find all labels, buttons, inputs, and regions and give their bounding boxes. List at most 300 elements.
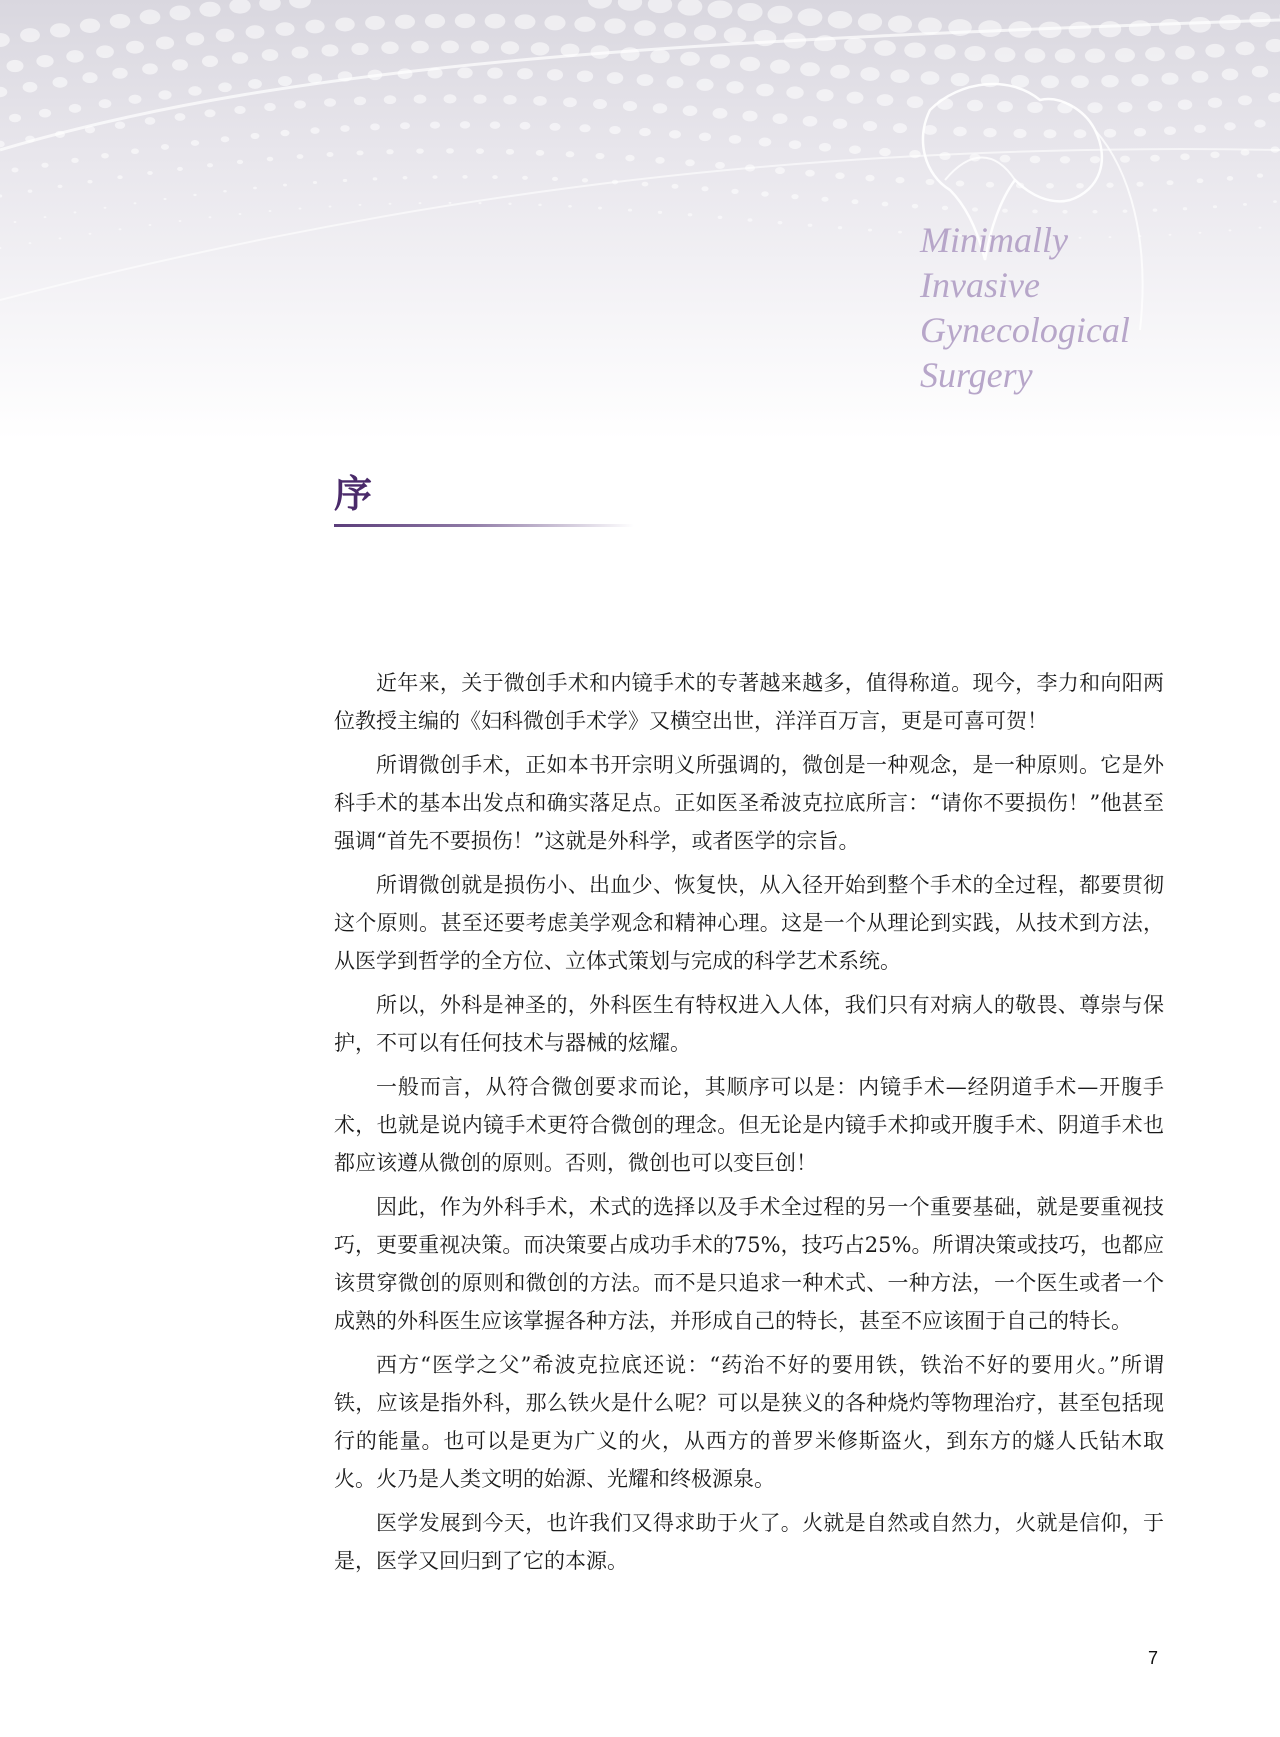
halftone-dot bbox=[653, 103, 667, 113]
halftone-dot bbox=[1257, 173, 1263, 177]
halftone-dot bbox=[680, 52, 700, 66]
halftone-dot bbox=[104, 207, 107, 209]
halftone-dot bbox=[115, 121, 125, 128]
halftone-dot bbox=[145, 117, 156, 125]
halftone-dot bbox=[74, 211, 77, 213]
halftone-dot bbox=[416, 148, 424, 153]
halftone-dot bbox=[956, 180, 965, 186]
halftone-dot bbox=[485, 14, 506, 29]
halftone-dot bbox=[678, 0, 703, 16]
halftone-dot bbox=[1101, 75, 1118, 87]
halftone-dot bbox=[89, 233, 92, 235]
halftone-dot bbox=[126, 41, 144, 54]
halftone-dot bbox=[508, 203, 511, 205]
halftone-dot bbox=[729, 135, 741, 144]
heading-underline bbox=[334, 524, 634, 527]
halftone-dot bbox=[204, 109, 215, 117]
section-heading: 序 bbox=[334, 472, 373, 516]
halftone-dot bbox=[710, 54, 730, 68]
halftone-dot bbox=[642, 182, 649, 187]
halftone-dot bbox=[978, 20, 1001, 37]
halftone-dot bbox=[131, 148, 139, 154]
halftone-dot bbox=[12, 168, 19, 173]
halftone-dot bbox=[246, 25, 265, 38]
halftone-dot bbox=[175, 113, 186, 121]
halftone-dot bbox=[623, 101, 637, 111]
halftone-dot bbox=[1252, 66, 1268, 78]
halftone-dot bbox=[921, 71, 940, 84]
halftone-dot bbox=[852, 199, 859, 204]
halftone-dot bbox=[386, 149, 393, 154]
halftone-dot bbox=[639, 128, 651, 136]
halftone-dot bbox=[343, 179, 347, 182]
paragraph-2: 所谓微创手术，正如本书开宗明义所强调的，微创是一种观念，是一种原则。它是外科手术的基本出发点和确实落足点。正如医圣希波克拉底所言：“请你不要损伤！”他甚至强调“首先不要损伤！”这就是外科学，或者医学的宗旨。 bbox=[334, 753, 1164, 853]
preface-body bbox=[334, 664, 1164, 1586]
halftone-dot bbox=[604, 18, 626, 33]
halftone-dot bbox=[658, 211, 662, 214]
halftone-dot bbox=[888, 16, 912, 33]
halftone-dot bbox=[101, 153, 109, 158]
halftone-dot bbox=[798, 8, 823, 26]
halftone-dot bbox=[786, 86, 803, 98]
halftone-dot bbox=[683, 106, 698, 116]
halftone-dot bbox=[172, 59, 188, 70]
halftone-dot bbox=[1123, 209, 1128, 212]
halftone-dot bbox=[403, 176, 408, 179]
halftone-dot bbox=[898, 231, 902, 234]
halftone-dot bbox=[939, 152, 950, 160]
halftone-dot bbox=[1183, 207, 1187, 210]
halftone-dot bbox=[967, 100, 983, 111]
halftone-dot bbox=[1161, 73, 1178, 85]
halftone-dot bbox=[882, 202, 889, 207]
halftone-dot bbox=[844, 38, 866, 54]
halftone-dot bbox=[6, 60, 23, 72]
halftone-dot bbox=[221, 136, 230, 142]
halftone-dot bbox=[890, 69, 909, 83]
halftone-dot bbox=[747, 218, 752, 222]
halftone-dot bbox=[82, 72, 97, 83]
halftone-dot bbox=[522, 176, 528, 180]
halftone-dot bbox=[609, 126, 620, 134]
halftone-dot bbox=[449, 202, 452, 204]
halftone-dot bbox=[731, 189, 738, 194]
halftone-dot bbox=[278, 76, 292, 86]
halftone-dot bbox=[66, 50, 84, 63]
halftone-dot bbox=[1222, 68, 1239, 80]
halftone-dot bbox=[275, 22, 294, 36]
halftone-dot bbox=[1115, 48, 1135, 62]
halftone-dot bbox=[248, 79, 262, 89]
halftone-dot bbox=[724, 27, 746, 43]
page-number: 7 bbox=[1148, 1648, 1159, 1668]
halftone-dot bbox=[110, 14, 130, 29]
halftone-dot bbox=[805, 170, 815, 177]
halftone-dot bbox=[726, 81, 743, 93]
halftone-dot bbox=[634, 20, 656, 36]
halftone-dot bbox=[23, 82, 38, 93]
halftone-dot bbox=[1071, 75, 1089, 88]
halftone-dot bbox=[1189, 17, 1211, 33]
halftone-dot bbox=[648, 0, 673, 13]
series-title-line-3: Gynecological bbox=[920, 310, 1130, 350]
halftone-dot bbox=[800, 62, 820, 76]
halftone-dot bbox=[9, 114, 21, 123]
halftone-dot bbox=[1238, 95, 1252, 105]
halftone-dot bbox=[865, 175, 874, 182]
halftone-dot bbox=[972, 207, 978, 211]
halftone-dot bbox=[419, 202, 422, 204]
halftone-dot bbox=[1150, 155, 1160, 162]
halftone-dot bbox=[425, 14, 445, 28]
halftone-dot bbox=[156, 36, 174, 49]
halftone-dot bbox=[926, 179, 935, 185]
halftone-dot bbox=[117, 175, 122, 179]
halftone-dot bbox=[708, 0, 733, 18]
halftone-dot bbox=[147, 171, 153, 175]
halftone-dot bbox=[1213, 205, 1217, 208]
halftone-dot bbox=[71, 158, 78, 163]
halftone-dot bbox=[264, 103, 276, 111]
halftone-dot bbox=[411, 41, 429, 54]
paragraph-5: 一般而言，从符合微创要求而论，其顺序可以是：内镜手术—经阴道手术—开腹手术，也就是说内镜手术更符合微创的理念。但无论是内镜手术抑或开腹手术、阴道手术也都应该遵从微创的原则。否则，微创也可以变巨创！ bbox=[334, 1075, 1164, 1175]
halftone-dot bbox=[305, 20, 324, 34]
halftone-dot bbox=[476, 148, 484, 154]
halftone-dot bbox=[492, 175, 498, 179]
halftone-dot bbox=[1199, 232, 1202, 234]
halftone-dot bbox=[1145, 47, 1165, 61]
halftone-dot bbox=[1227, 176, 1233, 181]
paragraph-3: 所谓微创就是损伤小、出血少、恢复快，从入径开始到整个手术的全过程，都要贯彻这个原则。甚至还要考虑美学观念和精神心理。这是一个从理论到实践，从技术到方法，从医学到哲学的全方位、立体式策划与完成的科学艺术系统。 bbox=[334, 873, 1164, 973]
halftone-dot bbox=[531, 42, 550, 55]
halftone-dot bbox=[487, 68, 503, 79]
halftone-dot bbox=[1254, 120, 1265, 128]
halftone-dot bbox=[430, 121, 440, 128]
halftone-dot bbox=[1180, 153, 1189, 160]
paragraph-4: 所以，外科是神圣的，外科医生有特权进入人体，我们只有对病人的敬畏、尊崇与保护，不可以有任何技术与器械的炫耀。 bbox=[334, 993, 1164, 1055]
halftone-dot bbox=[868, 229, 872, 232]
halftone-dot bbox=[740, 57, 760, 71]
halftone-dot bbox=[934, 44, 955, 59]
halftone-dot bbox=[768, 6, 793, 24]
halftone-dot bbox=[770, 60, 790, 74]
halftone-dot bbox=[335, 17, 355, 31]
halftone-dot bbox=[547, 69, 563, 80]
halftone-dot bbox=[501, 41, 519, 54]
halftone-dot bbox=[80, 18, 100, 32]
halftone-dot bbox=[1030, 156, 1041, 164]
halftone-dot bbox=[1032, 209, 1038, 213]
halftone-dot bbox=[863, 121, 877, 131]
halftone-dot bbox=[389, 203, 392, 205]
halftone-dot bbox=[1085, 49, 1105, 63]
halftone-dot bbox=[202, 56, 218, 68]
halftone-dot bbox=[50, 23, 70, 37]
halftone-dot bbox=[41, 163, 48, 168]
halftone-dot bbox=[234, 106, 245, 114]
halftone-dot bbox=[134, 202, 137, 204]
halftone-dot bbox=[359, 204, 362, 206]
halftone-dot bbox=[142, 63, 158, 74]
halftone-dot bbox=[533, 96, 547, 106]
halftone-dot bbox=[1118, 102, 1133, 113]
halftone-dot bbox=[833, 119, 847, 129]
halftone-dot bbox=[1013, 129, 1026, 138]
halftone-dot bbox=[582, 178, 588, 182]
halftone-dot bbox=[995, 47, 1016, 62]
halftone-dot bbox=[193, 194, 196, 196]
halftone-dot bbox=[937, 98, 953, 110]
halftone-dot bbox=[471, 41, 489, 54]
halftone-dot bbox=[36, 55, 53, 67]
halftone-dot bbox=[598, 207, 602, 210]
halftone-dot bbox=[158, 90, 171, 99]
halftone-dot bbox=[596, 153, 605, 159]
halftone-dot bbox=[685, 159, 695, 166]
halftone-dot bbox=[1192, 71, 1209, 83]
halftone-dot bbox=[356, 150, 363, 155]
halftone-dot bbox=[310, 127, 319, 134]
halftone-dot bbox=[1259, 227, 1262, 229]
halftone-dot bbox=[737, 3, 762, 21]
series-title bbox=[920, 218, 1130, 398]
halftone-dot bbox=[503, 95, 516, 105]
halftone-dot bbox=[313, 181, 317, 184]
halftone-dot bbox=[69, 104, 81, 113]
halftone-dot bbox=[112, 68, 127, 79]
halftone-dot bbox=[773, 113, 788, 124]
halftone-dot bbox=[756, 84, 774, 97]
halftone-dot bbox=[1266, 39, 1280, 52]
halftone-dot bbox=[340, 125, 349, 132]
halftone-dot bbox=[791, 194, 798, 199]
halftone-dot bbox=[858, 13, 882, 30]
halftone-dot bbox=[444, 94, 457, 103]
halftone-dot bbox=[907, 96, 924, 108]
halftone-dot bbox=[515, 14, 536, 29]
paragraph-1: 近年来，关于微创手术和内镜手术的专著越来越多，值得称道。现今，李力和向阳两位教授主编的《妇科微创手术学》又横空出世，洋洋百万言，更是可喜可贺！ bbox=[334, 671, 1164, 733]
halftone-dot bbox=[1273, 200, 1277, 203]
halftone-dot bbox=[0, 194, 2, 197]
halftone-dot bbox=[229, 0, 250, 14]
halftone-dot bbox=[1062, 210, 1067, 214]
halftone-dot bbox=[699, 132, 711, 141]
halftone-dot bbox=[381, 42, 398, 54]
halftone-dot bbox=[129, 95, 142, 104]
halftone-dot bbox=[775, 167, 785, 174]
halftone-dot bbox=[1060, 156, 1070, 163]
halftone-dot bbox=[688, 213, 693, 216]
halftone-dot bbox=[58, 185, 63, 189]
halftone-dot bbox=[821, 197, 828, 202]
halftone-dot bbox=[964, 46, 985, 61]
halftone-dot bbox=[207, 163, 213, 167]
halftone-dot bbox=[163, 198, 166, 200]
series-title-line-1: Minimally bbox=[920, 220, 1068, 260]
halftone-dot bbox=[351, 43, 368, 55]
halftone-dot bbox=[672, 184, 679, 189]
halftone-dot bbox=[1099, 21, 1122, 37]
halftone-dot bbox=[188, 86, 201, 96]
halftone-dot bbox=[1268, 93, 1280, 103]
halftone-dot bbox=[52, 77, 67, 88]
halftone-dot bbox=[1044, 129, 1057, 138]
halftone-dot bbox=[538, 204, 541, 206]
halftone-dot bbox=[1027, 102, 1043, 113]
halftone-dot bbox=[579, 124, 590, 132]
halftone-dot bbox=[373, 177, 378, 180]
halftone-dot bbox=[618, 0, 642, 11]
halftone-dot bbox=[28, 189, 33, 192]
halftone-dot bbox=[96, 45, 114, 58]
halftone-dot bbox=[808, 224, 813, 227]
halftone-dot bbox=[759, 138, 772, 147]
halftone-dot bbox=[59, 237, 62, 239]
halftone-dot bbox=[544, 15, 565, 30]
paragraph-7: 西方“医学之父”希波克拉底还说：“药治不好的要用铁，铁治不好的要用火。”所谓铁，应该是指外科，那么铁火是什么呢？可以是狭义的各种烧灼等物理治疗，甚至包括现行的能量。也可以是更为广义的火，从西方的普罗米修斯盗火，到东方的燧人氏钻木取火。火乃是人类文明的始源、光耀和终极源泉。 bbox=[334, 1353, 1164, 1491]
halftone-dot bbox=[457, 67, 472, 78]
halftone-dot bbox=[460, 121, 470, 128]
halftone-dot bbox=[1025, 48, 1046, 63]
halftone-dot bbox=[761, 191, 769, 196]
halftone-dot bbox=[713, 108, 728, 119]
halftone-dot bbox=[329, 205, 332, 207]
halftone-dot bbox=[1164, 126, 1176, 135]
halftone-dot bbox=[1136, 182, 1143, 187]
halftone-dot bbox=[637, 74, 654, 86]
halftone-dot bbox=[1208, 98, 1222, 108]
halftone-dot bbox=[1167, 180, 1174, 185]
halftone-dot bbox=[718, 216, 723, 219]
halftone-dot bbox=[566, 151, 575, 157]
halftone-dot bbox=[269, 210, 272, 212]
halftone-dot bbox=[1092, 210, 1097, 214]
series-title-line-4: Surgery bbox=[920, 355, 1033, 395]
halftone-dot bbox=[0, 87, 7, 97]
halftone-dot bbox=[478, 202, 481, 204]
halftone-dot bbox=[490, 121, 501, 129]
halftone-dot bbox=[283, 184, 287, 187]
halftone-dot bbox=[1129, 20, 1151, 36]
halftone-dot bbox=[253, 187, 257, 190]
halftone-dot bbox=[251, 133, 260, 139]
halftone-dot bbox=[830, 65, 849, 79]
halftone-dot bbox=[191, 140, 199, 146]
halftone-dot bbox=[1210, 151, 1219, 158]
halftone-dot bbox=[441, 40, 459, 53]
halftone-dot bbox=[432, 175, 437, 179]
halftone-dot bbox=[835, 172, 844, 179]
halftone-dot bbox=[1000, 155, 1011, 163]
halftone-dot bbox=[1134, 128, 1146, 137]
halftone-dot bbox=[1002, 209, 1008, 213]
halftone-dot bbox=[186, 32, 204, 45]
halftone-dot bbox=[218, 82, 232, 92]
halftone-dot bbox=[395, 15, 415, 29]
halftone-dot bbox=[789, 140, 801, 149]
halftone-dot bbox=[694, 25, 716, 41]
halftone-dot bbox=[1076, 183, 1084, 188]
halftone-dot bbox=[593, 99, 607, 109]
halftone-dot bbox=[370, 123, 380, 130]
halftone-dot bbox=[299, 208, 302, 210]
halftone-dot bbox=[1055, 49, 1075, 64]
halftone-dot bbox=[877, 94, 894, 106]
halftone-dot bbox=[536, 150, 545, 156]
halftone-dot bbox=[237, 160, 243, 164]
halftone-dot bbox=[327, 152, 334, 157]
halftone-dot bbox=[667, 76, 684, 88]
halftone-dot bbox=[816, 89, 833, 101]
halftone-dot bbox=[179, 220, 182, 222]
halftone-dot bbox=[223, 190, 227, 193]
halftone-dot bbox=[216, 29, 235, 42]
halftone-dot bbox=[1090, 156, 1100, 163]
halftone-dot bbox=[384, 95, 396, 104]
halftone-dot bbox=[14, 221, 17, 223]
halftone-dot bbox=[1120, 156, 1130, 163]
halftone-dot bbox=[1205, 44, 1224, 58]
halftone-dot bbox=[177, 167, 183, 171]
halftone-dot bbox=[267, 157, 273, 162]
halftone-dot bbox=[324, 98, 336, 107]
halftone-dot bbox=[161, 144, 169, 150]
halftone-dot bbox=[289, 0, 311, 8]
halftone-dot bbox=[742, 111, 757, 122]
halftone-dot bbox=[874, 40, 896, 56]
halftone-dot bbox=[1178, 100, 1193, 110]
halftone-dot bbox=[455, 14, 475, 29]
halftone-dot bbox=[879, 148, 891, 156]
halftone-dot bbox=[149, 224, 152, 226]
halftone-dot bbox=[1041, 75, 1059, 88]
halftone-dot bbox=[354, 97, 366, 106]
halftone-dot bbox=[400, 122, 410, 129]
halftone-dot bbox=[574, 17, 595, 32]
halftone-dot bbox=[607, 72, 624, 84]
halftone-dot bbox=[259, 0, 281, 11]
halftone-dot bbox=[262, 49, 279, 61]
halftone-dot bbox=[473, 94, 486, 103]
halftone-dot bbox=[849, 145, 861, 154]
halftone-dot bbox=[628, 209, 632, 212]
halftone-dot bbox=[1131, 74, 1148, 86]
halftone-dot bbox=[462, 175, 467, 179]
halftone-dot bbox=[669, 130, 681, 139]
halftone-dot bbox=[1159, 19, 1181, 35]
halftone-dot bbox=[414, 95, 427, 104]
halftone-dot bbox=[904, 42, 926, 57]
halftone-dot bbox=[39, 109, 51, 118]
halftone-dot bbox=[365, 16, 385, 30]
halftone-dot bbox=[568, 205, 572, 208]
halftone-dot bbox=[552, 177, 558, 181]
halftone-dot bbox=[1148, 101, 1163, 112]
halftone-dot bbox=[838, 226, 842, 229]
halftone-dot bbox=[99, 99, 112, 108]
halftone-dot bbox=[1046, 183, 1054, 189]
halftone-dot bbox=[280, 130, 289, 136]
halftone-dot bbox=[0, 141, 5, 148]
halftone-dot bbox=[1194, 125, 1206, 133]
halftone-dot bbox=[588, 0, 612, 9]
halftone-dot bbox=[1087, 102, 1102, 113]
halftone-dot bbox=[119, 228, 122, 230]
halftone-dot bbox=[655, 157, 664, 164]
halftone-dot bbox=[625, 155, 634, 162]
halftone-dot bbox=[715, 162, 725, 169]
halftone-dot bbox=[239, 213, 242, 215]
